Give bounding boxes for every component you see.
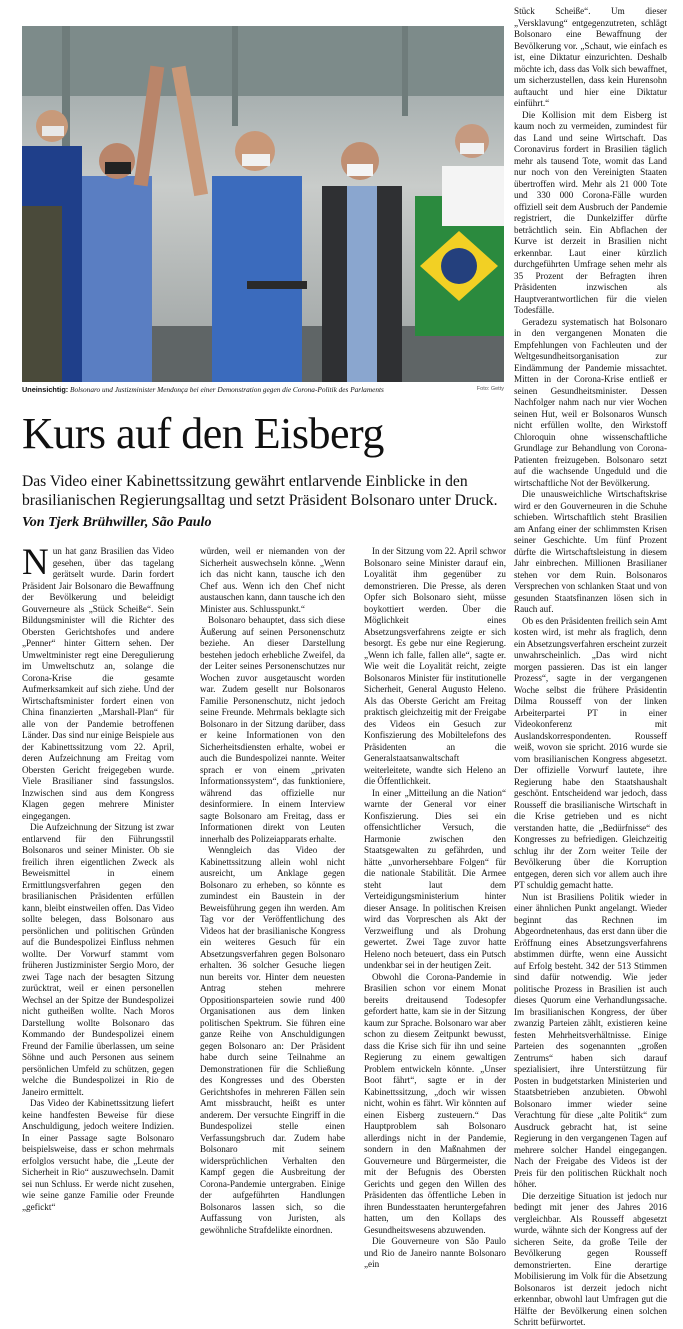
photo-caption [22, 385, 504, 394]
caption-lead: Uneinsichtig: [22, 385, 69, 394]
byline: Von Tjerk Brühwiller, São Paulo [22, 515, 212, 530]
article-column-1 [22, 542, 174, 1213]
article-column-2 [200, 546, 345, 1236]
photo-credit: Foto: Getty [473, 385, 504, 394]
paragraph: Die derzeitige Situation ist jedoch nur bedingt mit jener des Jahres 2016 vergleichbar. Als Rousseff abgesetzt wurde, wähnte sich der Kongress auf der sicheren Seite, da große Teile der Bevölkerung gegen Rousseff demonstrierten. Eine derartige Mobilisierung im Volk für die Absetzung Bolsonaros ist derzeit jedoch nicht erkennbar, obwohl laut Umfragen gut die Hälfte der Bevölkerung einen solchen Schritt befürwortet. [514, 1190, 667, 1327]
paragraph: Die Aufzeichnung der Sitzung ist zwar entlarvend für den Führungsstil Bolsonaros und seiner Minister. Ob sie freilich ihren eigentlichen Zweck als Beweismittel in einem Ermittlungsverfahren gegen den brasilianischen Präsidenten erfüllen kann, bleibt einstweilen offen. Das Video sollte belegen, dass Bolsonaro aus persönlichen und politischen Gründen auf die Bundespolizei Einfluss nehmen wollte. Der Vorwurf stammt vom früheren Justizminister Sergio Moro, der zwei Tage nach der besagten Sitzung zurücktrat, weil er einen personellen Wechsel an der Spitze der Bundespolizei nicht gutheißen wollte. Nach Moros Darstellung wollte Bolsonaro das Kommando der Bundespolizei einem Freund der Familie überlassen, um seine Söhne und auch Personen aus seinem persönlichen Umfeld zu schützen, gegen welche die Bundespolizei in Rio de Janeiro ermittelt. [22, 822, 174, 1097]
caption-text: Bolsonaro und Justizminister Mendonça bei einer Demonstration gegen die Corona-Politik des Parlaments [70, 385, 384, 394]
paragraph: würden, weil er niemanden von der Sicherheit auswechseln könne. „Wenn ich das nicht kann, tausche ich den Chef aus. Wenn ich den Chef nicht austauschen kann, dann tausche ich den Minister aus. Schlusspunkt.“ [200, 546, 345, 614]
paragraph: Die unausweichliche Wirtschaftskrise wird er den Gouverneuren in die Schuhe schieben. Wirtschaftlich steht Brasilien am Anfang einer der schlimmsten Krisen seiner Geschichte. Um fünf Prozent dürfte die Wirtschaftsleistung in diesem Jahr einbrechen. Millionen Brasilianer stehen vor dem Ruin. Bolsonaros Versprechen von schlanken Staat und von gesunden Staatsfinanzen lösen sich in Rauch auf. [514, 489, 667, 614]
drop-cap: N [22, 542, 49, 583]
demonstration-photo [22, 26, 504, 382]
paragraph: Stück Scheiße“. Um dieser „Versklavung“ entgegenzutreten, schlägt Bolsonaro eine Bewaffnung der Bevölkerung vor. „Schaut, wie einfach es ist, eine Diktatur einzurichten. Deshalb möchte ich, dass das Volk sich bewaffnet, um sicherzustellen, dass kein Hurensohn auftaucht und hier eine Diktatur einführt.“ [514, 6, 667, 108]
dek: Das Video einer Kabinettssitzung gewährt entlarvende Einblicke in den brasilianischen Regierungsalltag und setzt Präsident Bolsonaro unter Druck. [22, 473, 498, 509]
paragraph: Das Video der Kabinettssitzung liefert keine handfesten Beweise für diese Anschuldigung, jedoch weitere Indizien. In einer Passage sagte Bolsonaro beispielsweise, dass er schon mehrmals erfolglos versucht habe, die „Leute der Sicherheit in Rio“ auszuwechseln. Damit sei nun Schluss. Er werde nicht zusehen, wie seine ganze Familie oder Freunde „gefickt“ [22, 1098, 174, 1212]
headline: Kurs auf den Eisberg [22, 409, 384, 458]
paragraph: Wenngleich das Video der Kabinettssitzung allein wohl nicht ausreicht, um Anklage gegen Bolsonaro zu erheben, so könnte es zumindest ein Baustein in der Beweisführung gegen ihn werden. Am Tag vor der Veröffentlichung des Videos hat der brasilianische Kongress ein weiteres Gesuch für ein Absetzungsverfahren gegen Bolsonaro erhalten. 36 solcher Gesuche liegen nun bereits vor. Hinter dem neuesten Antrag stehen mehrere Oppositionsparteien sowie rund 400 Organisationen aus dem linken politischen Spektrum. Sie führen eine ganze Reihe von Anschuldigungen gegen Bolsonaro an: Der Präsident habe durch seine Teilnahme an Demonstrationen für die Schließung des Kongresses und des Obersten Gerichtshofes in mehreren Fällen sein Amt missbraucht, heißt es unter anderem. Der versuchte Eingriff in die Bundespolizei stelle einen Verfassungsbruch dar. Zudem habe Bolsonaro mit seinem widersprüchlichen Verhalten den Kampf gegen die Ausbreitung der Corona-Pandemie untergraben. Einige der aufgeführten Handlungen Bolsonaros lassen sich, so die Auffassung von Juristen, als gewöhnliche Strafdelikte einordnen. [200, 845, 345, 1235]
paragraph: In der Sitzung vom 22. April schwor Bolsonaro seine Minister darauf ein, Loyalität ihm gegenüber zu demonstrieren. Die Presse, als deren Opfer sich Bolsonaro sieht, müsse boykottiert werden. Über die Möglichkeit eines Absetzungsverfahrens zeigte er sich besorgt. Es gebe nur eine Regierung. „Wenn ich falle, fallen alle“, sagte er. Wie weit die Loyalität reicht, zeigte Bolsonaros Minister für institutionelle Sicherheit, General Augusto Heleno. Als das Oberste Gericht am Freitag praktisch gleichzeitig mit der Freigabe des Videos ein Gesuch zur Konfiszierung des Mobiltelefons des Präsidenten an die Generalstaatsanwaltschaft weiterleitete, wandte sich Heleno an die Öffentlichkeit. [364, 546, 506, 786]
article-column-3 [364, 546, 506, 1271]
paragraph: Nun ist Brasiliens Politik wieder in einer ähnlichen Punkt angelangt. Wieder beginnt das Rechnen im Abgeordnetenhaus, das erst dann über die Eröffnung eines Absetzungsverfahrens abstimmen dürfte, wenn eine Aussicht auf Erfolg besteht. 342 der 513 Stimmen sind dafür notwendig. Wie jeder politische Prozess in Brasilien ist auch dieses Quorum eine Verhandlungssache. Im brasilianischen Kongress, der über zwanzig Parteien zählt, existieren keine festen Mehrheitsverhältnisse. Einige Parteien des sogenannten „großen Zentrums“ haben sich darauf spezialisiert, ihre Unterstützung für Posten in budgetstarken Ministerien und Staatsbetrieben anzubieten. Obwohl Bolsonaro immer wieder seine Verachtung für diese „alte Politik“ zum Ausdruck gebracht hat, ist seine Regierung in den vergangenen Tagen auf mehrere solcher Handel eingegangen. Nach der Freigabe des Videos ist der Preis für den politischen Rückhalt noch höher. [514, 891, 667, 1189]
article-column-4 [514, 6, 667, 1329]
paragraph: Geradezu systematisch hat Bolsonaro in den vergangenen Monaten die Empfehlungen von Fachleuten und der Weltgesundheitsorganisation zur Eindämmung der Pandemie missachtet. Mitten in der Corona-Krise entließ er seinen Gesundheitsminister. Dessen Nachfolger nahm nach nur vier Wochen seinen Hut, weil er Bolsonaros Wunsch nicht erfüllen wollte, den Wirkstoff Chloroquin ohne wissenschaftliche Grundlage zur Behandlung von Corona-Patienten freizugeben. Bolsonaro setzt auf die wachsende Ungeduld und die wirtschaftliche Not der Bevölkerung. [514, 316, 667, 488]
paragraph: Bolsonaro behauptet, dass sich diese Äußerung auf seinen Personenschutz beziehe. An dieser Darstellung bestehen jedoch erhebliche Zweifel, da der Leiter seines Personenschutzes nur Wochen zuvor ausgetauscht worden war. Zudem gesellt nur Bolsonaros Familie Personenschutz, nicht jedoch seine Freunde. Mehrmals beklagte sich Bolsonaro in der Sitzung darüber, dass er keine Informationen von den Sicherheitsdiensten erhalte, wobei er auch die Bundespolizei nannte. Weiter sprach er von einem „privaten Informationssystem“, das funktioniere, während das offizielle nur desinformiere. In einem Interview sagte Bolsonaro am Freitag, dass er Informationen direkt von Leuten innerhalb des Polizeiapparats erhalte. [200, 615, 345, 844]
paragraph-text: un hat ganz Brasilien das Video gesehen, über das tagelang gerätselt wurde. Darin fordert Präsident Jair Bolsonaro die Bewaffnung der Bevölkerung und beleidigt Gouverneure als „Stück Scheiße“. Sein Bildungsminister will die Richter des Obersten Gerichtshofes und andere „Penner“ hinter Gittern sehen. Der Umweltminister regt eine Deregulierung im Umweltschutz an, solange die Corona-Krise die gesamte Aufmerksamkeit auf sich ziehe. Und der Wirtschaftsminister fordert einen von China finanzierten „Marshall-Plan“ für alle von der Pandemie betroffenen Länder. Das sind nur einige Beispiele aus der Kabinettssitzung vom 22. April, deren Aufzeichnung am Freitag vom Obersten Gericht freigegeben wurde. Viele Brasilianer sind fassungslos. Inzwischen sind aus dem Kongress Klagen gegen mehrere Minister eingegangen. [22, 546, 174, 821]
paragraph: Die Gouverneure von São Paulo und Rio de Janeiro nannte Bolsonaro „ein [364, 1236, 506, 1269]
paragraph: Die Kollision mit dem Eisberg ist kaum noch zu vermeiden, zumindest für das Land und seine Wirtschaft. Das Coronavirus fordert in Brasilien täglich mehr als tausend Tote, womit das Land nur noch von den Vereinigten Staaten übertroffen wird. Mehr als 21 000 Tote und 330 000 Corona-Fälle wurden offiziell seit dem Ausbruch der Pandemie registriert, die Dunkelziffer dürfte beträchtlich sein. Ein Abflachen der Kurve ist derzeit in Brasilien nicht erkennbar. Laut einer kürzlich durchgeführten Umfrage sehen mehr als 35 Prozent der Befragten ihren Präsidenten inzwischen als Hauptverantwortlichen für die vielen Todesfälle. [514, 109, 667, 315]
paragraph: Ob es den Präsidenten freilich sein Amt kosten wird, ist mehr als fraglich, denn ein Absetzungsverfahren erscheint zurzeit unwahrscheinlich. „Das wird nicht morgen passieren. Das ist ein langer Prozess“, sagte in der vergangenen Woche selbst die frühere Präsidentin Dilma Rousseff von der linken Arbeiterpartei PT in einer Videokonferenz mit Auslandskorrespondenten. Rousseff weiß, wovon sie spricht. 2016 wurde sie vom brasilianischen Kongress abgesetzt. Der offizielle Vorwurf lautete, ihre Regierung habe den Staatshaushalt geschönt. Entscheidend war jedoch, dass Rousseff die brasilianische Wirtschaft in die Krise getrieben und es nicht verstanden hatte, die „Bedürfnisse“ des Kongresses zu befriedigen. Gleichzeitig schlug ihr der Zorn weiter Teile der Bevölkerung über die Korruption entgegen, deren sich vor allem auch ihre PT schuldig gemacht hatte. [514, 615, 667, 890]
paragraph: Obwohl die Corona-Pandemie in Brasilien schon vor einem Monat bereits dreitausend Todesopfer gefordert hatte, kam sie in der Sitzung kaum zur Sprache. Bolsonaro war aber schon zu diesem Zeitpunkt bewusst, dass die Krise sich für ihn und seine Regierung zu einem gewaltigen Problem entwickeln könnte. „Unser Boot fährt“, sagte er in der Kabinettssitzung, „doch wir wissen nicht, wohin es fährt. Wir könnten auf einen Eisberg zusteuern.“ Das Hauptproblem sah Bolsonaro allerdings nicht in der Pandemie, sondern in den Maßnahmen der Gouverneure und Bürgermeister, die mit der Befugnis des Obersten Gerichts und gegen den Willen des Präsidenten das öffentliche Leben in ihren Bundesstaaten heruntergefahren hatten, um den Kollaps des Gesundheitswesens abzuwenden. [364, 971, 506, 1235]
paragraph [22, 542, 174, 822]
lead-photo [22, 26, 504, 382]
paragraph: In einer „Mitteilung an die Nation“ warnte der General vor einer Konfiszierung. Dies sei ein offensichtlicher Versuch, die Harmonie zwischen den Staatsgewalten zu gefährden, und hätte „unvorhersehbare Folgen“ für die nationale Stabilität. Die Armee steht laut dem Verteidigungsministerium hinter dieser Ansage. In politischen Kreisen wird das Vorpreschen als Akt der Verzweiflung und als Drohung gewertet. Zwei Tage zuvor hatte Heleno noch beteuert, dass ein Putsch undenkbar sei in der heutigen Zeit. [364, 787, 506, 970]
